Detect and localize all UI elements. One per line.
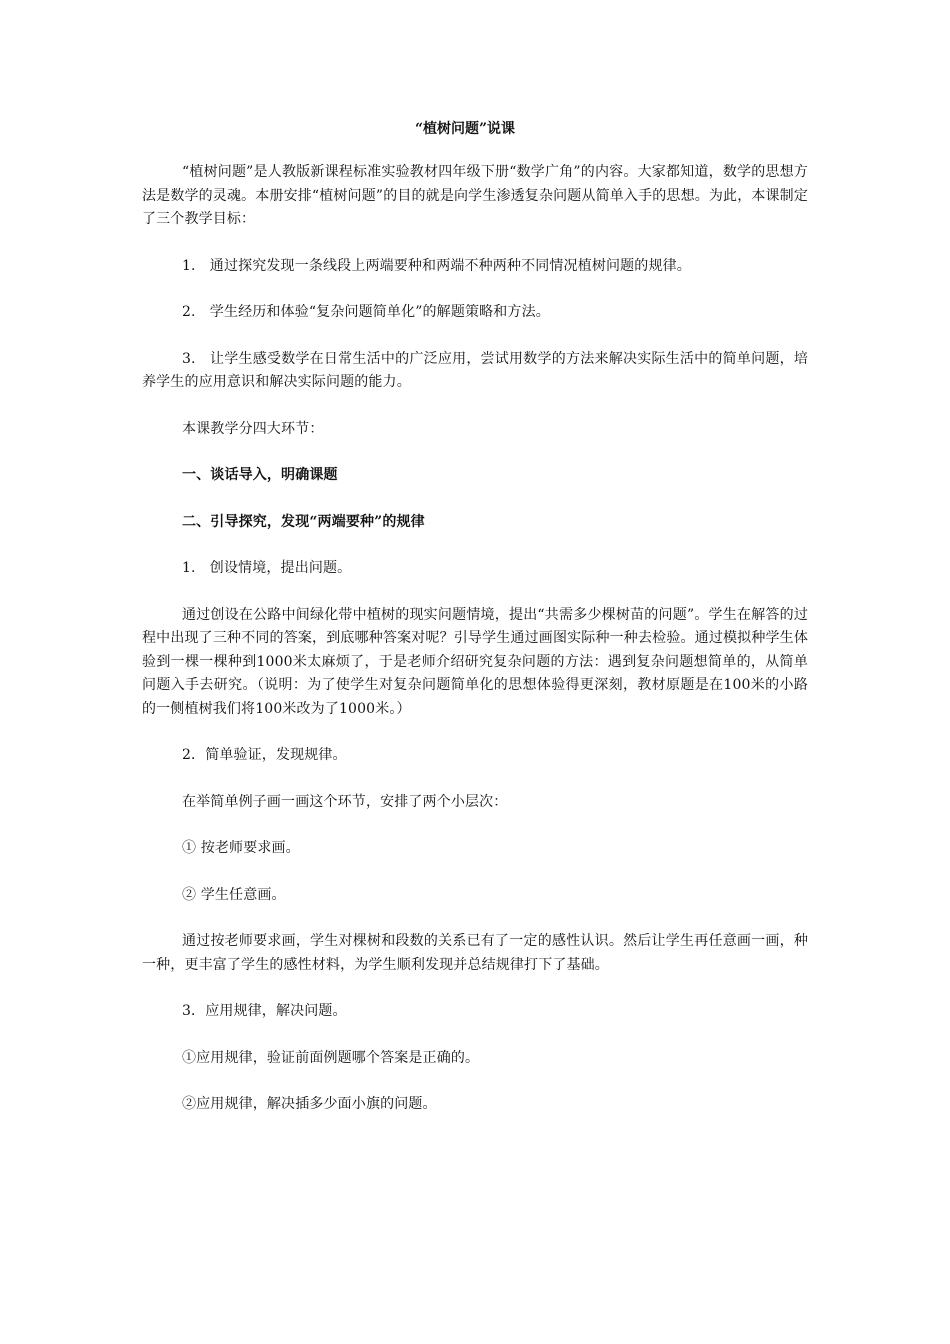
step-2-item-1: ① 按老师要求画。 (182, 840, 300, 856)
objective-1: 1. 通过探究发现一条线段上两端要种和两端不种两种不同情况植树问题的规律。 (182, 257, 691, 274)
step-3-item-1: ①应用规律，验证前面例题哪个答案是正确的。 (182, 1049, 480, 1066)
step-3-item-2: ②应用规律，解决插多少面小旗的问题。 (182, 1096, 437, 1112)
sections-intro: 本课教学分四大环节： (182, 420, 324, 437)
section-heading-2: 二、引导探究，发现“两端要种”的规律 (182, 513, 425, 530)
step-1-paragraph: 通过创设在公路中间绿化带中植树的现实问题情境，提出“共需多少棵树苗的问题”。学生在解答的过程中出现了三种不同的答案，到底哪种答案对呢？引导学生通过画图实际种一种去检验。通过模拟种学生体验到一棵一棵种到1000米太麻烦了，于是老师介绍研究复杂问题的方法：遇到复杂问题想简单的，从简单问题入手去研究。（说明：为了使学生对复杂问题简单化的思想体验得更深刻，教材原题是在100米的小路的一侧植树我们将100米改为了1000米。） (142, 606, 808, 717)
section-heading-1: 一、谈话导入，明确课题 (182, 467, 338, 483)
objective-2: 2. 学生经历和体验“复杂问题简单化”的解题策略和方法。 (182, 304, 550, 320)
step-1-heading: 1. 创设情境，提出问题。 (182, 560, 352, 576)
intro-paragraph: “植树问题”是人教版新课程标准实验教材四年级下册“数学广角”的内容。大家都知道，数学的思想方法是数学的灵魂。本册安排“植树问题”的目的就是向学生渗透复杂问题从简单入手的思想。为此，本课制定了三个教学目标： (142, 164, 808, 227)
step-2-paragraph: 通过按老师要求画，学生对棵树和段数的关系已有了一定的感性认识。然后让学生再任意画一画，种一种，更丰富了学生的感性材料，为学生顺利发现并总结规律打下了基础。 (142, 933, 808, 973)
step-2-heading: 2．简单验证，发现规律。 (182, 747, 347, 763)
step-3-heading: 3．应用规律，解决问题。 (182, 1003, 347, 1019)
objective-3: 3. 让学生感受数学在日常生活中的广泛应用，尝试用数学的方法来解决实际生活中的简单问题，培养学生的应用意识和解决实际问题的能力。 (142, 350, 808, 390)
document-title: “植树问题”说课 (414, 121, 516, 137)
step-2-item-2: ② 学生任意画。 (182, 886, 286, 903)
document-page (142, 118, 808, 1140)
step-2-intro: 在举简单例子画一画这个环节，安排了两个小层次： (182, 793, 508, 810)
